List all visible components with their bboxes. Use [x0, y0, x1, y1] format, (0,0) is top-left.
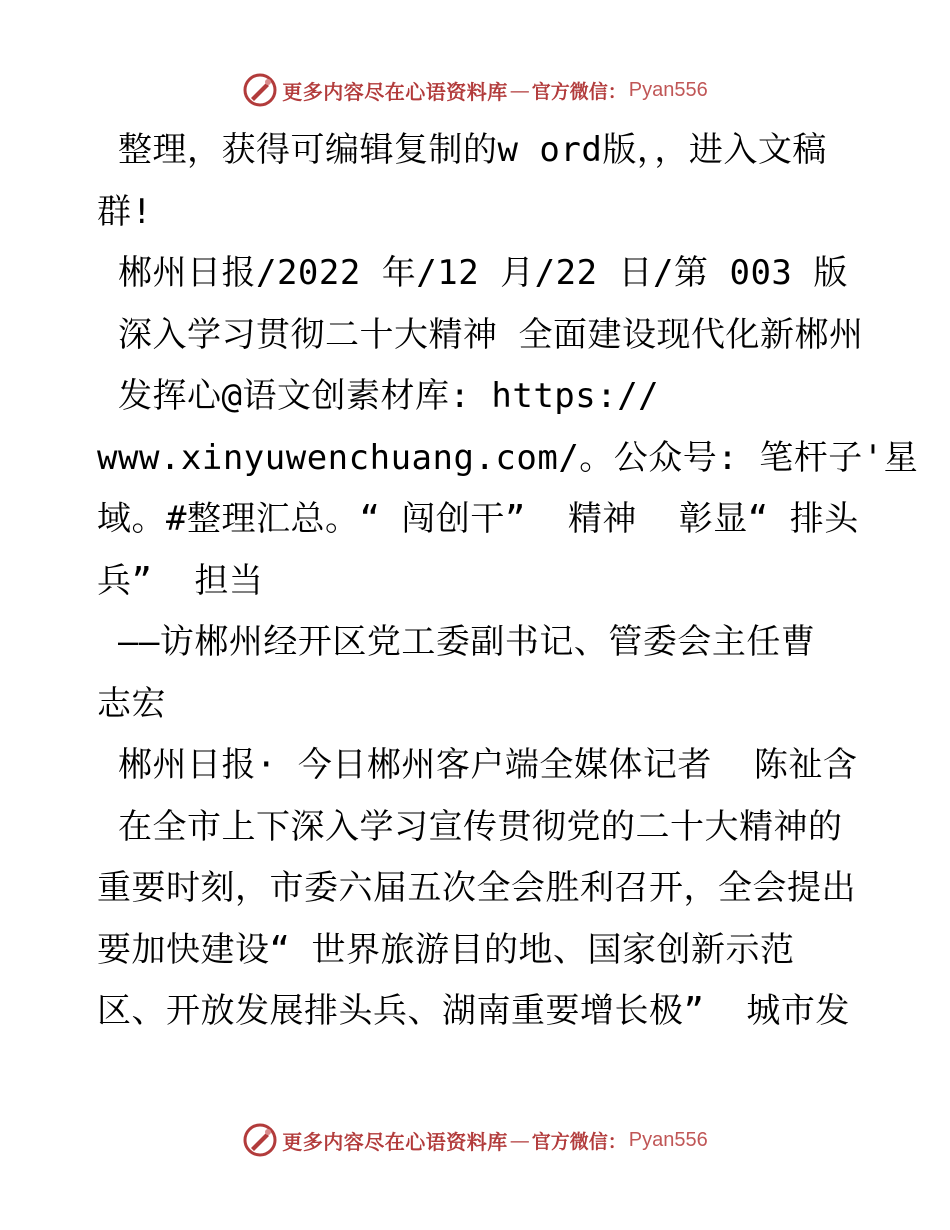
pen-logo-icon [242, 1122, 278, 1158]
text-line: 要加快建设“ 世界旅游目的地、国家创新示范 [97, 929, 795, 970]
text-line: www.xinyuwenchuang.com/。公众号: 笔杆子'星 [97, 437, 919, 478]
text-line: 深入学习贯彻二十大精神 全面建设现代化新郴州 [97, 314, 864, 355]
text-line: 郴州日报/2022 年/12 月/22 日/第 003 版 [97, 253, 848, 293]
banner-separator: — [509, 1128, 530, 1152]
banner-separator: — [509, 78, 530, 102]
text-line: 群! [97, 191, 153, 232]
text-line: 区、开放发展排头兵、湖南重要增长极” 城市发 [97, 991, 850, 1031]
text-line: 在全市上下深入学习宣传贯彻党的二十大精神的 [97, 806, 843, 847]
brand-text: 更多内容尽在心语资料库 [282, 1129, 508, 1154]
pen-logo-icon [242, 72, 278, 108]
wechat-label: 官方微信： [531, 80, 627, 103]
text-line: ——访郴州经开区党工委副书记、管委会主任曹 [97, 622, 816, 662]
header-watermark-banner [0, 70, 950, 110]
wechat-id: Pyan556 [628, 78, 708, 101]
footer-watermark-banner [0, 1120, 950, 1160]
text-line: 郴州日报· 今日郴州客户端全媒体记者 陈祉含 [97, 745, 858, 785]
text-line: 志宏 [97, 683, 166, 724]
document-body [97, 120, 919, 1043]
text-line: 整理，获得可编辑复制的w ord版，，进入文稿 [97, 130, 827, 170]
brand-text: 更多内容尽在心语资料库 [282, 79, 508, 104]
text-line: 发挥心@语文创素材库: https:// [97, 376, 660, 416]
text-line: 兵” 担当 [97, 560, 264, 601]
text-line: 域。#整理汇总。“ 闯创干” 精神 彰显“ 排头 [97, 499, 859, 539]
wechat-id: Pyan556 [628, 1128, 708, 1151]
wechat-label: 官方微信： [531, 1130, 627, 1153]
text-line: 重要时刻，市委六届五次全会胜利召开，全会提出 [97, 868, 856, 908]
